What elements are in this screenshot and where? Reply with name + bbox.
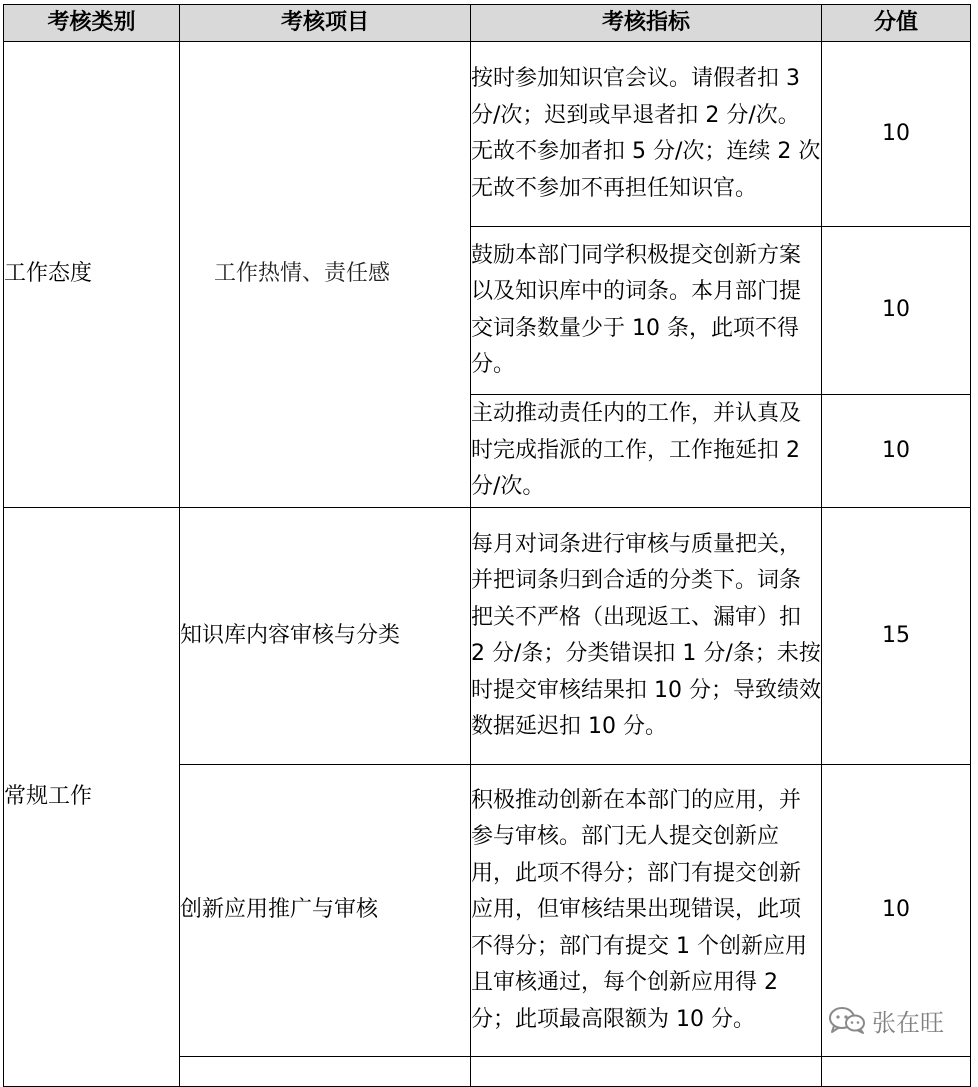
header-item: 考核项目 <box>180 5 471 42</box>
table-row <box>4 42 971 227</box>
item-cell: 创新应用推广与审核 <box>180 765 471 1057</box>
header-category: 考核类别 <box>4 5 180 42</box>
score-cell: 10 <box>822 42 971 227</box>
empty-cell <box>822 1057 971 1087</box>
score-cell: 15 <box>822 508 971 765</box>
score-cell: 10 <box>822 227 971 395</box>
category-cell: 常规工作 <box>4 508 180 1087</box>
watermark <box>828 1000 944 1040</box>
item-cell: 知识库内容审核与分类 <box>180 508 471 765</box>
empty-cell <box>180 1057 471 1087</box>
indicator-cell: 积极推动创新在本部门的应用，并参与审核。部门无人提交创新应用，此项不得分；部门有提交创新应用，但审核结果出现错误，此项不得分；部门有提交 1 个创新应用且审核通过，每个创新应用得 2 分；此项最高限额为 10 分。 <box>471 765 822 1057</box>
empty-cell <box>471 1057 822 1087</box>
indicator-cell: 鼓励本部门同学积极提交创新方案以及知识库中的词条。本月部门提交词条数量少于 10 条，此项不得分。 <box>471 227 822 395</box>
item-cell: 工作热情、责任感 <box>180 42 471 508</box>
header-indicator: 考核指标 <box>471 5 822 42</box>
indicator-cell: 每月对词条进行审核与质量把关，并把词条归到合适的分类下。词条把关不严格（出现返工、漏审）扣 2 分/条；分类错误扣 1 分/条；未按时提交审核结果扣 10 分；导致绩效数据延迟扣 10 分。 <box>471 508 822 765</box>
category-cell: 工作态度 <box>4 42 180 508</box>
assessment-table <box>3 4 971 1087</box>
header-row <box>4 5 971 42</box>
table-row <box>4 508 971 765</box>
score-cell: 10 <box>822 765 971 1057</box>
score-cell: 10 <box>822 395 971 508</box>
watermark-text: 张在旺 <box>872 1008 944 1037</box>
indicator-cell: 主动推动责任内的工作，并认真及时完成指派的工作，工作拖延扣 2 分/次。 <box>471 395 822 508</box>
wechat-icon <box>828 1006 866 1034</box>
indicator-cell: 按时参加知识官会议。请假者扣 3 分/次；迟到或早退者扣 2 分/次。无故不参加者扣 5 分/次；连续 2 次无故不参加不再担任知识官。 <box>471 42 822 227</box>
header-score: 分值 <box>822 5 971 42</box>
